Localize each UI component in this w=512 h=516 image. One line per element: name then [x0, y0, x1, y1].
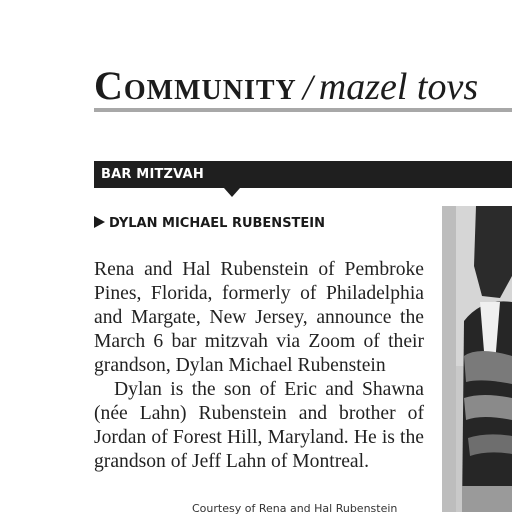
announcement-photo [442, 206, 512, 512]
category-label: BAR MITZVAH [101, 167, 204, 182]
section-subtitle: mazel tovs [318, 66, 479, 108]
announcement-body [94, 258, 424, 474]
photo-image [442, 206, 512, 512]
category-pointer-icon [224, 188, 240, 197]
title-rule [94, 108, 512, 112]
category-bar [94, 161, 512, 188]
announcement-name: DYLAN MICHAEL RUBENSTEIN [109, 216, 326, 231]
right-triangle-arrow-icon [94, 216, 105, 228]
section-separator: / [302, 67, 313, 107]
section-name: Community [94, 63, 297, 108]
announcement-name-heading [94, 214, 325, 234]
announcement-paragraph: Dylan is the son of Eric and Shawna (née Lahn) Rubenstein and brother of Jordan of Forest Hill, Maryland. He is the grandson of Jeff Lahn of Montreal. [94, 379, 424, 472]
section-title [94, 62, 478, 112]
photo-credit: Courtesy of Rena and Hal Rubenstein [192, 502, 398, 515]
announcement-paragraph: Rena and Hal Rubenstein of Pembroke Pines, Florida, formerly of Philadelphia and Margate, New Jersey, announce the March 6 bar mitzvah via Zoom of their grandson, Dylan Michael Rubenstein [94, 259, 424, 376]
